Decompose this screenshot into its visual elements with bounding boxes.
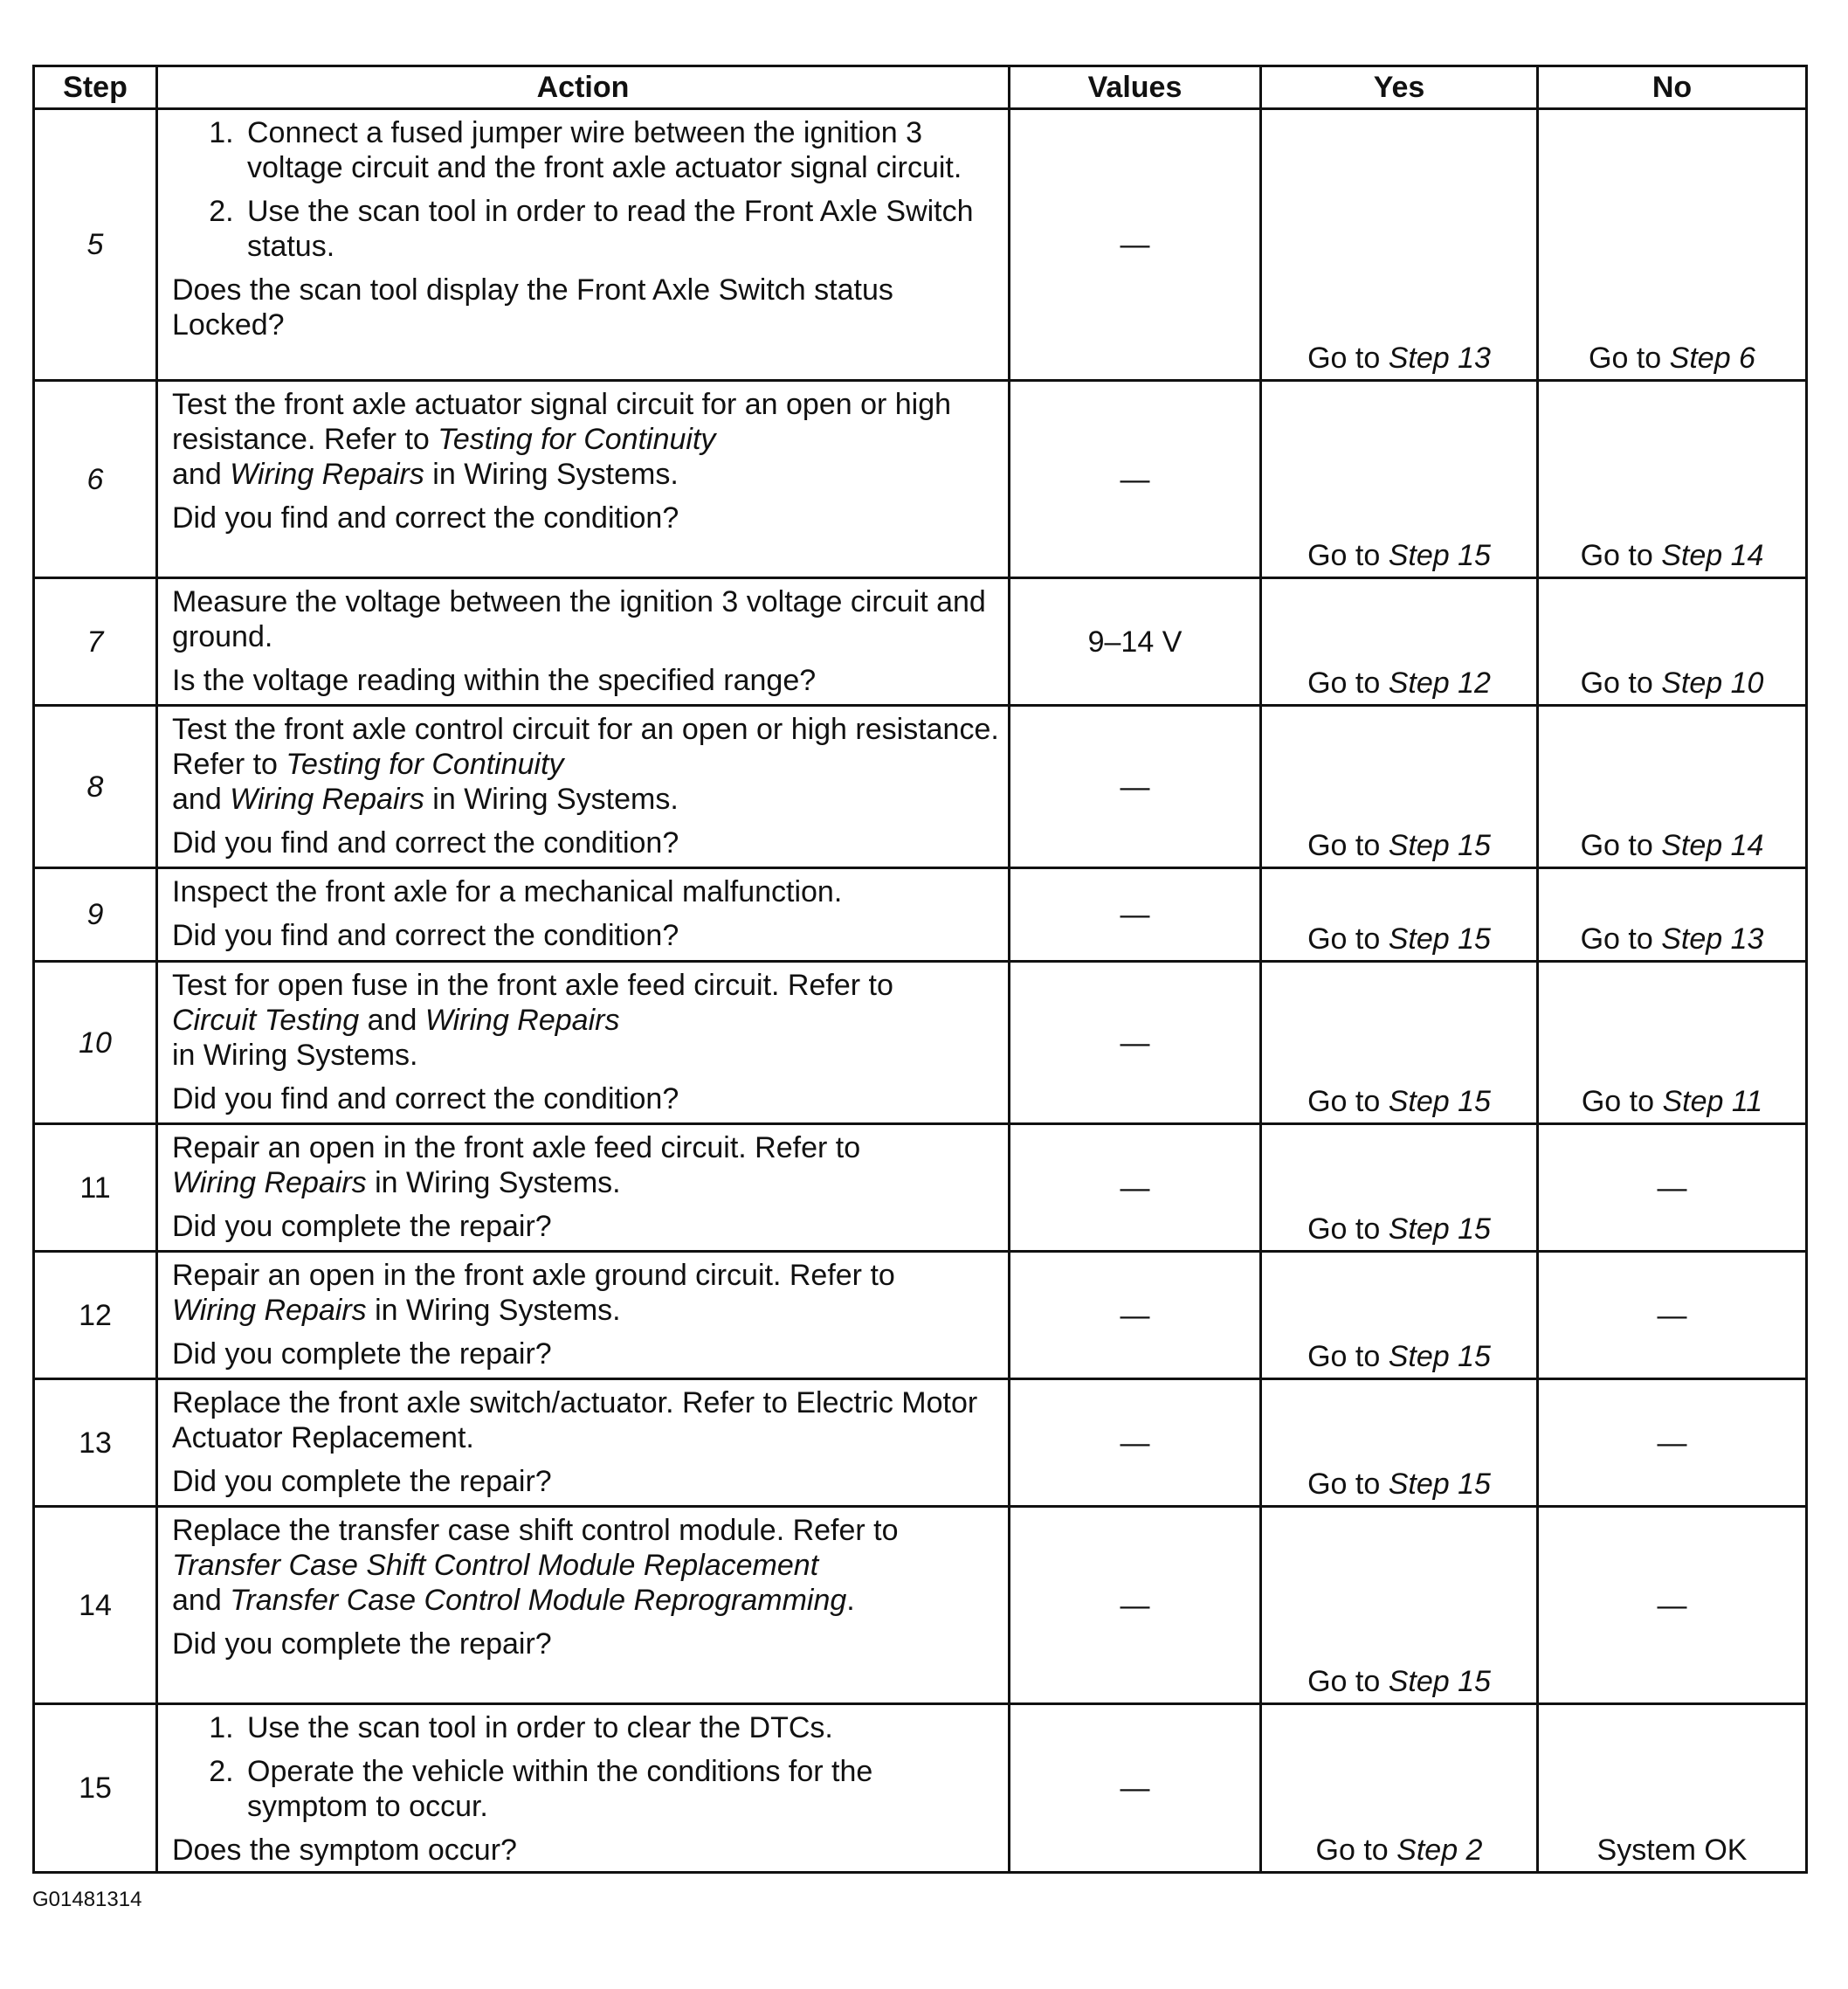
table-row	[34, 1379, 1807, 1507]
action-cell	[157, 706, 1010, 868]
yes-step-link[interactable]: Step 12	[1388, 666, 1491, 700]
action-text-part: in Wiring Systems.	[375, 1294, 621, 1327]
no-cell	[1538, 868, 1807, 962]
table-row	[34, 578, 1807, 706]
no-step-link[interactable]: Step 6	[1669, 342, 1755, 375]
reference-link[interactable]: Wiring Repairs	[230, 783, 424, 816]
action-cell	[157, 381, 1010, 578]
action-step: 1. Connect a fused jumper wire between the ignition 3 voltage circuit and the front axle actuator signal circuit.	[242, 115, 999, 185]
yes-cell	[1261, 578, 1538, 706]
yes-step-link[interactable]: Step 15	[1388, 1468, 1491, 1501]
table-row	[34, 1507, 1807, 1704]
no-cell	[1538, 578, 1807, 706]
table-row	[34, 868, 1807, 962]
action-text-part: Test the front axle control circuit for an open or high resistance. Refer to	[172, 713, 999, 781]
header-row	[34, 66, 1807, 109]
yes-prefix: Go to	[1307, 1340, 1381, 1373]
no-prefix: Go to	[1580, 922, 1653, 956]
header-action: Action	[157, 66, 1010, 109]
table-row	[34, 109, 1807, 381]
action-step: 1. Use the scan tool in order to clear the DTCs.	[242, 1710, 999, 1745]
values-cell: —	[1010, 962, 1261, 1124]
action-text: Inspect the front axle for a mechanical malfunction.	[172, 875, 843, 908]
action-text	[172, 1258, 999, 1328]
values-cell: 9–14 V	[1010, 578, 1261, 706]
yes-prefix: Go to	[1307, 829, 1381, 862]
no-cell: System OK	[1538, 1704, 1807, 1873]
action-text-part: and	[367, 1004, 417, 1037]
yes-step-link[interactable]: Step 15	[1388, 539, 1491, 572]
step-number: 8	[34, 706, 157, 868]
yes-cell	[1261, 381, 1538, 578]
reference-link[interactable]: Wiring Repairs	[172, 1294, 367, 1327]
action-cell	[157, 1124, 1010, 1252]
action-text-part: in Wiring Systems.	[432, 783, 679, 816]
action-text	[172, 1513, 999, 1618]
diagnostic-table	[32, 65, 1808, 1874]
no-prefix: Go to	[1580, 539, 1653, 572]
yes-cell	[1261, 1704, 1538, 1873]
step-number: 7	[34, 578, 157, 706]
yes-cell	[1261, 868, 1538, 962]
action-question: Did you complete the repair?	[172, 1465, 552, 1498]
action-steps	[172, 1710, 999, 1824]
yes-step-link[interactable]: Step 15	[1388, 1340, 1491, 1373]
no-cell: —	[1538, 1379, 1807, 1507]
action-text-part: Test for open fuse in the front axle feed circuit. Refer to	[172, 969, 893, 1002]
action-question: Did you complete the repair?	[172, 1627, 552, 1661]
no-prefix: Go to	[1580, 829, 1653, 862]
header-step: Step	[34, 66, 157, 109]
values-cell: —	[1010, 868, 1261, 962]
yes-prefix: Go to	[1307, 1085, 1381, 1118]
step-number: 11	[34, 1124, 157, 1252]
yes-step-link[interactable]: Step 15	[1388, 829, 1491, 862]
values-cell: —	[1010, 1252, 1261, 1379]
table-row	[34, 1252, 1807, 1379]
step-number: 15	[34, 1704, 157, 1873]
values-cell: —	[1010, 1379, 1261, 1507]
yes-cell	[1261, 1507, 1538, 1704]
values-cell: —	[1010, 1507, 1261, 1704]
no-step-link[interactable]: Step 13	[1661, 922, 1764, 956]
no-step-link[interactable]: Step 10	[1661, 666, 1764, 700]
no-prefix: Go to	[1580, 666, 1653, 700]
step-number: 5	[34, 109, 157, 381]
values-cell: —	[1010, 381, 1261, 578]
no-cell: —	[1538, 1124, 1807, 1252]
step-number: 13	[34, 1379, 157, 1507]
no-step-link[interactable]: Step 14	[1661, 829, 1764, 862]
action-text-part: .	[846, 1584, 855, 1617]
reference-link[interactable]: Wiring Repairs	[230, 458, 424, 491]
action-text-part: Repair an open in the front axle feed circuit. Refer to	[172, 1131, 861, 1164]
action-text-part: Replace the transfer case shift control module. Refer to	[172, 1514, 899, 1547]
action-cell	[157, 1704, 1010, 1873]
action-cell	[157, 109, 1010, 381]
action-question: Is the voltage reading within the specified range?	[172, 664, 817, 697]
yes-prefix: Go to	[1307, 539, 1381, 572]
yes-step-link[interactable]: Step 15	[1388, 1665, 1491, 1698]
step-number: 10	[34, 962, 157, 1124]
action-text-part: and	[172, 1584, 222, 1617]
header-yes: Yes	[1261, 66, 1538, 109]
table-row	[34, 1704, 1807, 1873]
header-values: Values	[1010, 66, 1261, 109]
action-text	[172, 1130, 999, 1200]
action-steps	[172, 115, 999, 264]
action-question: Did you find and correct the condition?	[172, 826, 679, 860]
reference-link[interactable]: Transfer Case Control Module Reprogramming	[230, 1584, 847, 1617]
action-cell	[157, 578, 1010, 706]
yes-prefix: Go to	[1307, 1212, 1381, 1246]
yes-step-link[interactable]: Step 15	[1388, 922, 1491, 956]
no-cell	[1538, 706, 1807, 868]
step-number: 14	[34, 1507, 157, 1704]
action-text-part: and	[172, 458, 222, 491]
action-question: Did you complete the repair?	[172, 1210, 552, 1243]
no-cell: —	[1538, 1507, 1807, 1704]
reference-link[interactable]: Transfer Case Shift Control Module Replacement	[172, 1549, 819, 1582]
action-question: Does the symptom occur?	[172, 1834, 517, 1867]
no-step-link[interactable]: Step 14	[1661, 539, 1764, 572]
action-text	[172, 968, 999, 1073]
action-step: 2. Use the scan tool in order to read the Front Axle Switch status.	[242, 194, 999, 264]
table-row	[34, 1124, 1807, 1252]
reference-link[interactable]: Circuit Testing	[172, 1004, 360, 1037]
values-cell: —	[1010, 1124, 1261, 1252]
yes-cell	[1261, 1252, 1538, 1379]
step-number: 6	[34, 381, 157, 578]
yes-cell	[1261, 1379, 1538, 1507]
no-cell: —	[1538, 1252, 1807, 1379]
action-text-part: Repair an open in the front axle ground circuit. Refer to	[172, 1259, 895, 1292]
action-question: Did you find and correct the condition?	[172, 1082, 679, 1115]
no-prefix: Go to	[1581, 1085, 1655, 1118]
no-prefix: Go to	[1589, 342, 1662, 375]
yes-step-link[interactable]: Step 2	[1396, 1834, 1483, 1867]
table-row	[34, 381, 1807, 578]
yes-prefix: Go to	[1307, 342, 1381, 375]
action-question: Did you find and correct the condition?	[172, 501, 679, 535]
no-cell	[1538, 109, 1807, 381]
values-cell: —	[1010, 109, 1261, 381]
reference-link[interactable]: Testing for Continuity	[286, 748, 564, 781]
action-text	[172, 712, 999, 817]
yes-prefix: Go to	[1307, 1665, 1381, 1698]
action-cell	[157, 1379, 1010, 1507]
table-row	[34, 706, 1807, 868]
step-number: 9	[34, 868, 157, 962]
header-no: No	[1538, 66, 1807, 109]
values-cell: —	[1010, 1704, 1261, 1873]
reference-link[interactable]: Wiring Repairs	[172, 1166, 367, 1199]
action-text-part: and	[172, 783, 222, 816]
action-text-part: Test the front axle actuator signal circuit for an open or high resistance. Refer to	[172, 388, 952, 456]
yes-prefix: Go to	[1307, 666, 1381, 700]
action-cell	[157, 1507, 1010, 1704]
values-cell: —	[1010, 706, 1261, 868]
yes-prefix: Go to	[1315, 1834, 1389, 1867]
action-text-part: in Wiring Systems.	[172, 1039, 418, 1072]
no-cell	[1538, 962, 1807, 1124]
action-text	[172, 387, 999, 492]
reference-link[interactable]: Testing for Continuity	[438, 423, 716, 456]
yes-prefix: Go to	[1307, 1468, 1381, 1501]
action-question: Does the scan tool display the Front Axle Switch status Locked?	[172, 273, 893, 342]
yes-cell	[1261, 109, 1538, 381]
yes-prefix: Go to	[1307, 922, 1381, 956]
no-step-link[interactable]: Step 11	[1662, 1085, 1763, 1118]
table-row	[34, 962, 1807, 1124]
action-text: Measure the voltage between the ignition 3 voltage circuit and ground.	[172, 585, 986, 653]
yes-cell	[1261, 1124, 1538, 1252]
no-cell	[1538, 381, 1807, 578]
reference-link[interactable]: Wiring Repairs	[424, 1004, 620, 1037]
yes-step-link[interactable]: Step 15	[1388, 1085, 1491, 1118]
yes-cell	[1261, 962, 1538, 1124]
action-text: Replace the front axle switch/actuator. Refer to Electric Motor Actuator Replacement.	[172, 1386, 978, 1454]
yes-step-link[interactable]: Step 15	[1388, 1212, 1491, 1246]
figure-code: G01481314	[32, 1888, 142, 1911]
action-text-part: in Wiring Systems.	[432, 458, 679, 491]
action-question: Did you find and correct the condition?	[172, 919, 679, 952]
yes-step-link[interactable]: Step 13	[1388, 342, 1491, 375]
yes-cell	[1261, 706, 1538, 868]
action-question: Did you complete the repair?	[172, 1337, 552, 1371]
step-number: 12	[34, 1252, 157, 1379]
action-text-part: in Wiring Systems.	[375, 1166, 621, 1199]
action-step: 2. Operate the vehicle within the conditions for the symptom to occur.	[242, 1754, 999, 1824]
action-cell	[157, 1252, 1010, 1379]
action-cell	[157, 962, 1010, 1124]
action-cell	[157, 868, 1010, 962]
